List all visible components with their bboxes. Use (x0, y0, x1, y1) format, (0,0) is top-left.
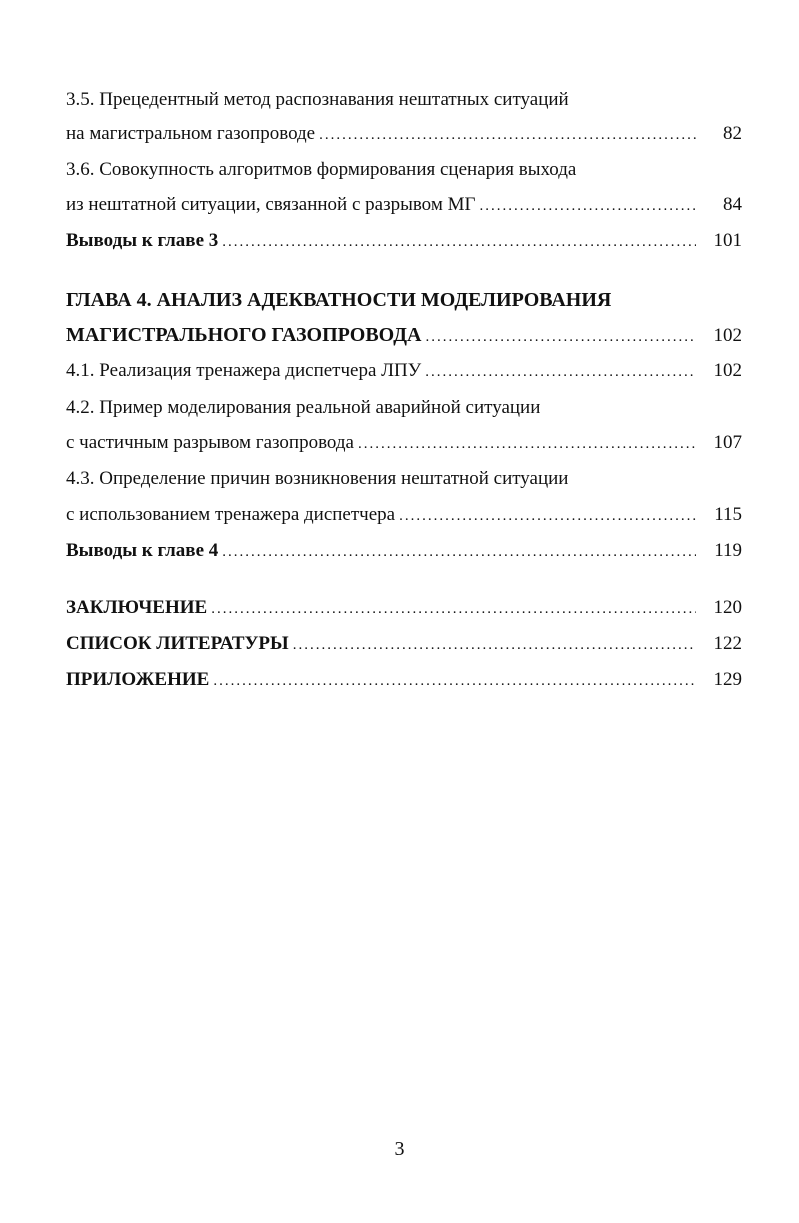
toc-leader-dots (319, 123, 696, 147)
toc-item-text: на магистральном газопроводе (66, 123, 316, 144)
toc-item-3-6 (66, 193, 742, 217)
toc-leader-dots (425, 360, 696, 384)
toc-item-text: 3.6. Совокупность алгоритмов формирования сценария выхода (66, 159, 577, 180)
toc-leader-dots (222, 540, 696, 564)
toc-page-number: 119 (714, 540, 742, 561)
toc-item-4-1 (66, 359, 742, 383)
toc-chapter-4-title (66, 288, 742, 312)
toc-page-number: 101 (713, 230, 742, 251)
toc-item-3-5 (66, 122, 742, 146)
toc-item-appendix (66, 668, 742, 692)
toc-item-text: с использованием тренажера диспетчера (66, 504, 396, 525)
toc-item-3-6-title (66, 158, 742, 182)
toc-leader-dots (399, 504, 696, 528)
toc-page-number: 107 (713, 432, 742, 453)
toc-leader-dots (211, 597, 696, 621)
toc-item-4-3-title (66, 467, 742, 491)
toc-item-4-2-title (66, 396, 742, 420)
toc-page-number: 120 (713, 597, 742, 618)
toc-leader-dots (425, 325, 696, 349)
toc-item-text: ГЛАВА 4. АНАЛИЗ АДЕКВАТНОСТИ МОДЕЛИРОВАНИЯ (66, 289, 612, 311)
toc-page-number: 102 (713, 325, 742, 346)
toc-page-number: 84 (723, 194, 742, 215)
toc-item-text: СПИСОК ЛИТЕРАТУРЫ (66, 633, 289, 654)
toc-leader-dots (358, 432, 696, 456)
page-number: 3 (394, 1138, 405, 1160)
toc-item-text: ЗАКЛЮЧЕНИЕ (66, 597, 208, 618)
toc-page-number: 115 (714, 504, 742, 525)
toc-page-number: 102 (713, 360, 742, 381)
toc-chapter-4 (66, 323, 742, 347)
toc-item-3-5-title (66, 88, 742, 112)
toc-item-conclusions-4 (66, 539, 742, 563)
toc-item-4-3 (66, 503, 742, 527)
toc-item-text: 4.3. Определение причин возникновения нештатной ситуации (66, 468, 569, 489)
toc-item-4-2 (66, 431, 742, 455)
toc-item-text: с частичным разрывом газопровода (66, 432, 354, 453)
toc-item-text: 4.1. Реализация тренажера диспетчера ЛПУ (66, 360, 422, 381)
toc-leader-dots (293, 633, 696, 657)
toc-item-references (66, 632, 742, 656)
toc-item-text: 3.5. Прецедентный метод распознавания нештатных ситуаций (66, 89, 569, 110)
toc-page-number: 129 (713, 669, 742, 690)
toc-item-text: ПРИЛОЖЕНИЕ (66, 669, 210, 690)
toc-leader-dots (213, 669, 696, 693)
toc-item-conclusions-3 (66, 229, 742, 253)
toc-item-conclusion (66, 596, 742, 620)
toc-item-text: Выводы к главе 3 (66, 230, 219, 251)
toc-item-text: из нештатной ситуации, связанной с разрывом МГ (66, 194, 476, 215)
toc-leader-dots (479, 194, 696, 218)
toc-item-text: 4.2. Пример моделирования реальной аварийной ситуации (66, 397, 541, 418)
toc-leader-dots (222, 230, 696, 254)
toc-item-text: Выводы к главе 4 (66, 540, 219, 561)
toc-page-number: 82 (723, 123, 742, 144)
toc-page-number: 122 (713, 633, 742, 654)
toc-item-text: МАГИСТРАЛЬНОГО ГАЗОПРОВОДА (66, 324, 422, 346)
